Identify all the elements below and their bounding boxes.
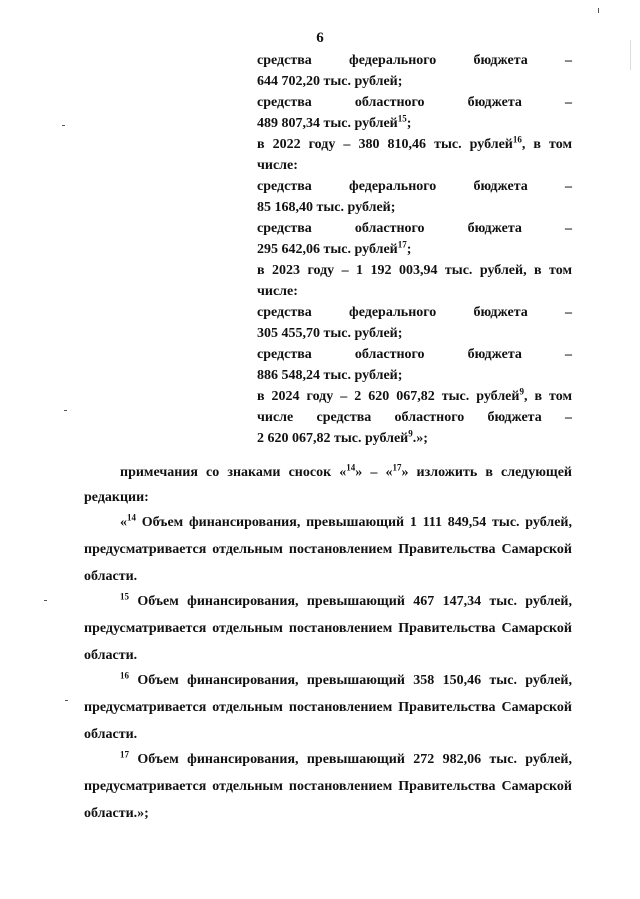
budget-line-2024: в 2024 году – 2 620 067,82 тыс. рублей$^9$, в том xyxy=(257,386,572,404)
footnote-line: предусматривается отдельным постановлением Правительства Самарской xyxy=(84,779,572,794)
budget-line-federal-label: средства федерального бюджета – xyxy=(257,53,572,68)
budget-line-federal-amount: 85 168,40 тыс. рублей; xyxy=(257,200,396,215)
page-number: 6 xyxy=(316,30,324,46)
footnote-line: области.»; xyxy=(84,806,149,821)
budget-line-federal-label: средства федерального бюджета – xyxy=(257,179,572,194)
footnote-number: 15 xyxy=(120,591,129,602)
budget-line-including: числе: xyxy=(257,284,298,299)
footnote-line: предусматривается отдельным постановлением Правительства Самарской xyxy=(84,621,572,636)
scan-edge xyxy=(630,40,631,70)
scan-speck xyxy=(44,600,47,601)
footnote-ref: 9 xyxy=(519,386,524,397)
scan-speck xyxy=(62,125,65,126)
scan-speck xyxy=(65,700,68,701)
footnote-line: предусматривается отдельным постановлением Правительства Самарской xyxy=(84,542,572,557)
footnote-line: области. xyxy=(84,648,138,663)
footnote-ref: 15 xyxy=(397,113,407,124)
footnote-number: 14 xyxy=(127,512,136,523)
footnote-line: «$^{14}$ Объем финансирования, превышающий 1 111 849,54 тыс. рублей, xyxy=(120,512,572,530)
footnote-ref: 17 xyxy=(397,239,407,250)
budget-line-regional-amount: 2 620 067,82 тыс. рублей$^9$.»; xyxy=(257,428,428,446)
footnote-ref: 16 xyxy=(512,134,522,145)
budget-line-regional-label: средства областного бюджета – xyxy=(257,95,572,110)
footnote-ref: 14 xyxy=(346,462,356,473)
footnote-ref: 9 xyxy=(408,428,413,439)
budget-line-regional-amount: 489 807,34 тыс. рублей$^{15}$; xyxy=(257,113,412,131)
budget-line-federal-amount: 644 702,20 тыс. рублей; xyxy=(257,74,403,89)
footnote-number: 17 xyxy=(120,749,129,760)
footnote-line: предусматривается отдельным постановлением Правительства Самарской xyxy=(84,700,572,715)
budget-line-regional-label: средства областного бюджета – xyxy=(257,221,572,236)
budget-line-including: числе: xyxy=(257,158,298,173)
footnote-ref: 17 xyxy=(392,462,402,473)
budget-line-federal-amount: 305 455,70 тыс. рублей; xyxy=(257,326,403,341)
scan-speck xyxy=(64,410,67,411)
footnote-number: 16 xyxy=(120,670,129,681)
budget-line-regional-amount: 886 548,24 тыс. рублей; xyxy=(257,368,403,383)
footnote-line: $^{16}$ Объем финансирования, превышающий 358 150,46 тыс. рублей, xyxy=(120,670,572,688)
footnote-line: области. xyxy=(84,569,138,584)
budget-line-including-regional: числе средства областного бюджета – xyxy=(257,410,572,425)
budget-line-regional-label: средства областного бюджета – xyxy=(257,347,572,362)
notes-intro-line: примечания со знаками сносок «$^{14}$» – «$^{17}$» изложить в следующей xyxy=(120,462,572,480)
budget-line-regional-amount: 295 642,06 тыс. рублей$^{17}$; xyxy=(257,239,412,257)
footnote-line: области. xyxy=(84,727,138,742)
scan-speck xyxy=(598,8,599,13)
budget-line-federal-label: средства федерального бюджета – xyxy=(257,305,572,320)
budget-line-2022: в 2022 году – 380 810,46 тыс. рублей$^{16}$, в том xyxy=(257,134,572,152)
footnote-line: $^{15}$ Объем финансирования, превышающий 467 147,34 тыс. рублей, xyxy=(120,591,572,609)
budget-line-2023: в 2023 году – 1 192 003,94 тыс. рублей, в том xyxy=(257,263,572,278)
footnote-line: $^{17}$ Объем финансирования, превышающий 272 982,06 тыс. рублей, xyxy=(120,749,572,767)
notes-intro-line: редакции: xyxy=(84,490,149,505)
